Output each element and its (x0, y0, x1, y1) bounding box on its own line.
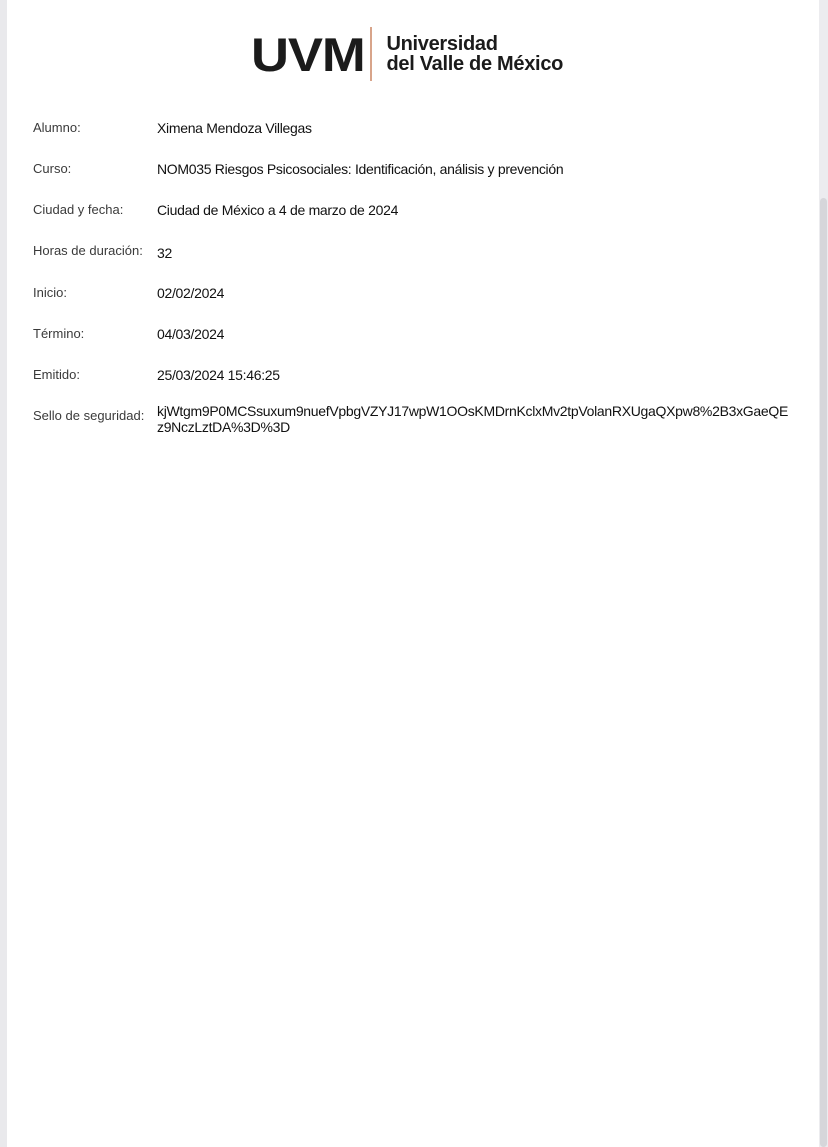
logo-separator (370, 27, 372, 81)
row-termino (33, 326, 797, 342)
termino-value: 04/03/2024 (157, 326, 225, 342)
certificate-page (7, 0, 819, 1147)
vertical-scrollbar[interactable] (819, 0, 828, 1147)
row-emitido (33, 367, 797, 383)
alumno-value: Ximena Mendoza Villegas (157, 120, 312, 136)
logo-wordmark (386, 34, 563, 74)
row-curso (33, 161, 797, 177)
inicio-label: Inicio: (33, 285, 67, 300)
row-sello (33, 403, 791, 435)
logo-line-1: Universidad (386, 33, 498, 55)
inicio-value: 02/02/2024 (157, 285, 225, 301)
sello-value: kjWtgm9P0MCSsuxum9nuefVpbgVZYJ17wpW1OOsKMDrnKclxMv2tpVolanRXUgaQXpw8%2B3xGaeQEz9NczLztDA%3D%3D (157, 403, 788, 435)
termino-label: Término: (33, 326, 85, 341)
scrollbar-thumb[interactable] (820, 198, 827, 1147)
horas-value: 32 (157, 245, 172, 261)
row-alumno (33, 120, 797, 136)
row-ciudad-fecha (33, 202, 797, 218)
alumno-label: Alumno: (33, 120, 81, 135)
horas-label: Horas de duración: (33, 243, 143, 258)
emitido-label: Emitido: (33, 367, 80, 382)
row-inicio (33, 285, 797, 301)
row-horas (33, 243, 797, 261)
ciudad-fecha-label: Ciudad y fecha: (33, 202, 124, 217)
ciudad-fecha-value: Ciudad de México a 4 de marzo de 2024 (157, 202, 399, 218)
logo-mark: UVM (251, 27, 365, 81)
sello-label: Sello de seguridad: (33, 408, 145, 423)
curso-value: NOM035 Riesgos Psicosociales: Identificación, análisis y prevención (157, 161, 564, 177)
curso-label: Curso: (33, 161, 72, 176)
logo-line-2: del Valle de México (386, 53, 564, 75)
emitido-value: 25/03/2024 15:46:25 (157, 367, 280, 383)
uvm-logo (251, 26, 563, 82)
